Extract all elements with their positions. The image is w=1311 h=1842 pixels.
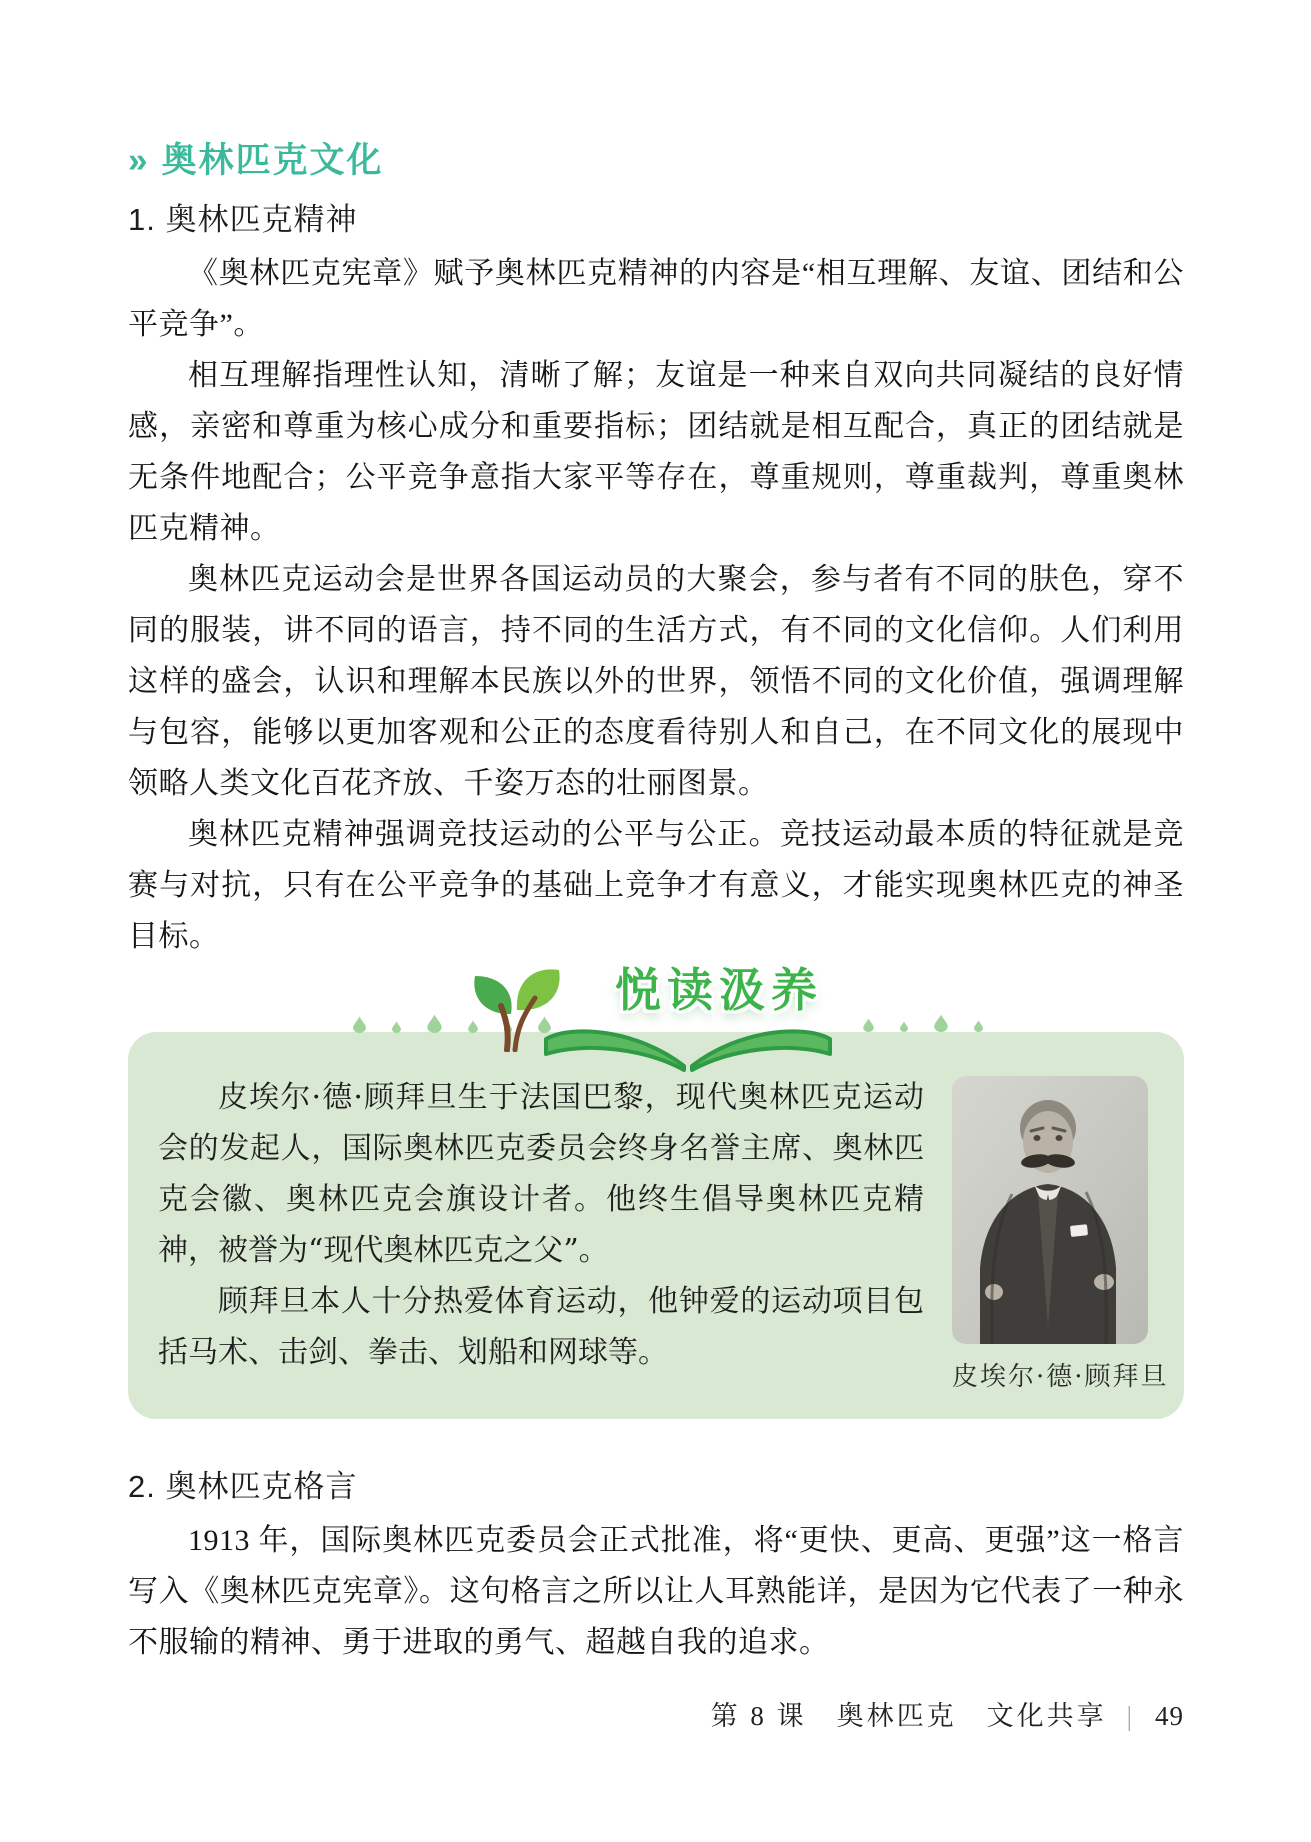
chevron-marker-icon: »	[128, 141, 150, 180]
reading-banner	[128, 964, 1184, 1070]
footer-separator: |	[1126, 1701, 1135, 1731]
portrait-figure	[952, 1076, 1169, 1393]
section-heading-label: 奥林匹克文化	[161, 141, 384, 180]
reading-box	[128, 1032, 1184, 1419]
page-content	[128, 138, 1184, 1733]
reading-banner-logo	[463, 964, 863, 1070]
droplet-icon	[427, 1014, 442, 1033]
section-heading	[128, 138, 1184, 184]
paragraph: 相互理解指理性认知，清晰了解；友谊是一种来自双向共同凝结的良好情感，亲密和尊重为核心成分和重要指标；团结就是相互配合，真正的团结就是无条件地配合；公平竞争意指大家平等存在，尊重规则，尊重裁判，尊重奥林匹克精神。	[128, 359, 1184, 545]
page-footer	[128, 1694, 1184, 1733]
footer-lesson-text: 第 8 课 奥林匹克 文化共享	[710, 1701, 1107, 1731]
banner-title: 悦读汲养	[615, 964, 823, 1016]
paragraph: 奥林匹克精神强调竞技运动的公平与公正。竞技运动最本质的特征就是竞赛与对抗，只有在公平竞争的基础上竞争才有意义，才能实现奥林匹克的神圣目标。	[128, 818, 1184, 953]
heading-olympic-spirit: 1. 奥林匹克精神	[128, 202, 358, 237]
box-paragraph: 皮埃尔·德·顾拜旦生于法国巴黎，现代奥林匹克运动会的发起人，国际奥林匹克委员会终身名誉主席、奥林匹克会徽、奥林匹克会旗设计者。他终生倡导奥林匹克精神，被誉为“现代奥林匹克之父”。	[158, 1080, 924, 1268]
droplet-icon	[900, 1021, 908, 1032]
droplet-icon	[974, 1020, 983, 1032]
box-paragraph: 顾拜旦本人十分热爱体育运动，他钟爱的运动项目包括马术、击剑、拳击、划船和网球等。	[158, 1284, 924, 1370]
paragraph: 1913 年，国际奥林匹克委员会正式批准，将“更快、更高、更强”这一格言写入《奥林匹克宪章》。这句格言之所以让人耳熟能详，是因为它代表了一种永不服输的精神、勇于进取的勇气、超越自我的追求。	[128, 1524, 1184, 1659]
photo-caption: 皮埃尔·德·顾拜旦	[952, 1362, 1169, 1392]
droplet-icon	[392, 1021, 401, 1033]
paragraph: 奥林匹克运动会是世界各国运动员的大聚会，参与者有不同的肤色，穿不同的服装，讲不同的语言，持不同的生活方式，有不同的文化信仰。人们利用这样的盛会，认识和理解本民族以外的世界，领悟不同的文化价值，强调理解与包容，能够以更加客观和公正的态度看待别人和自己，在不同文化的展现中领略人类文化百花齐放、千姿万态的壮丽图景。	[128, 563, 1184, 800]
page-number: 49	[1155, 1701, 1184, 1731]
open-book-icon	[538, 1008, 838, 1072]
droplet-icon	[863, 1018, 874, 1032]
droplet-icon	[934, 1014, 948, 1032]
droplets-right	[863, 1014, 983, 1032]
paragraph: 《奥林匹克宪章》赋予奥林匹克精神的内容是“相互理解、友谊、团结和公平竞争”。	[128, 257, 1184, 341]
heading-olympic-motto: 2. 奥林匹克格言	[128, 1469, 358, 1504]
droplet-icon	[353, 1016, 366, 1033]
coubertin-portrait-photo	[952, 1076, 1148, 1344]
